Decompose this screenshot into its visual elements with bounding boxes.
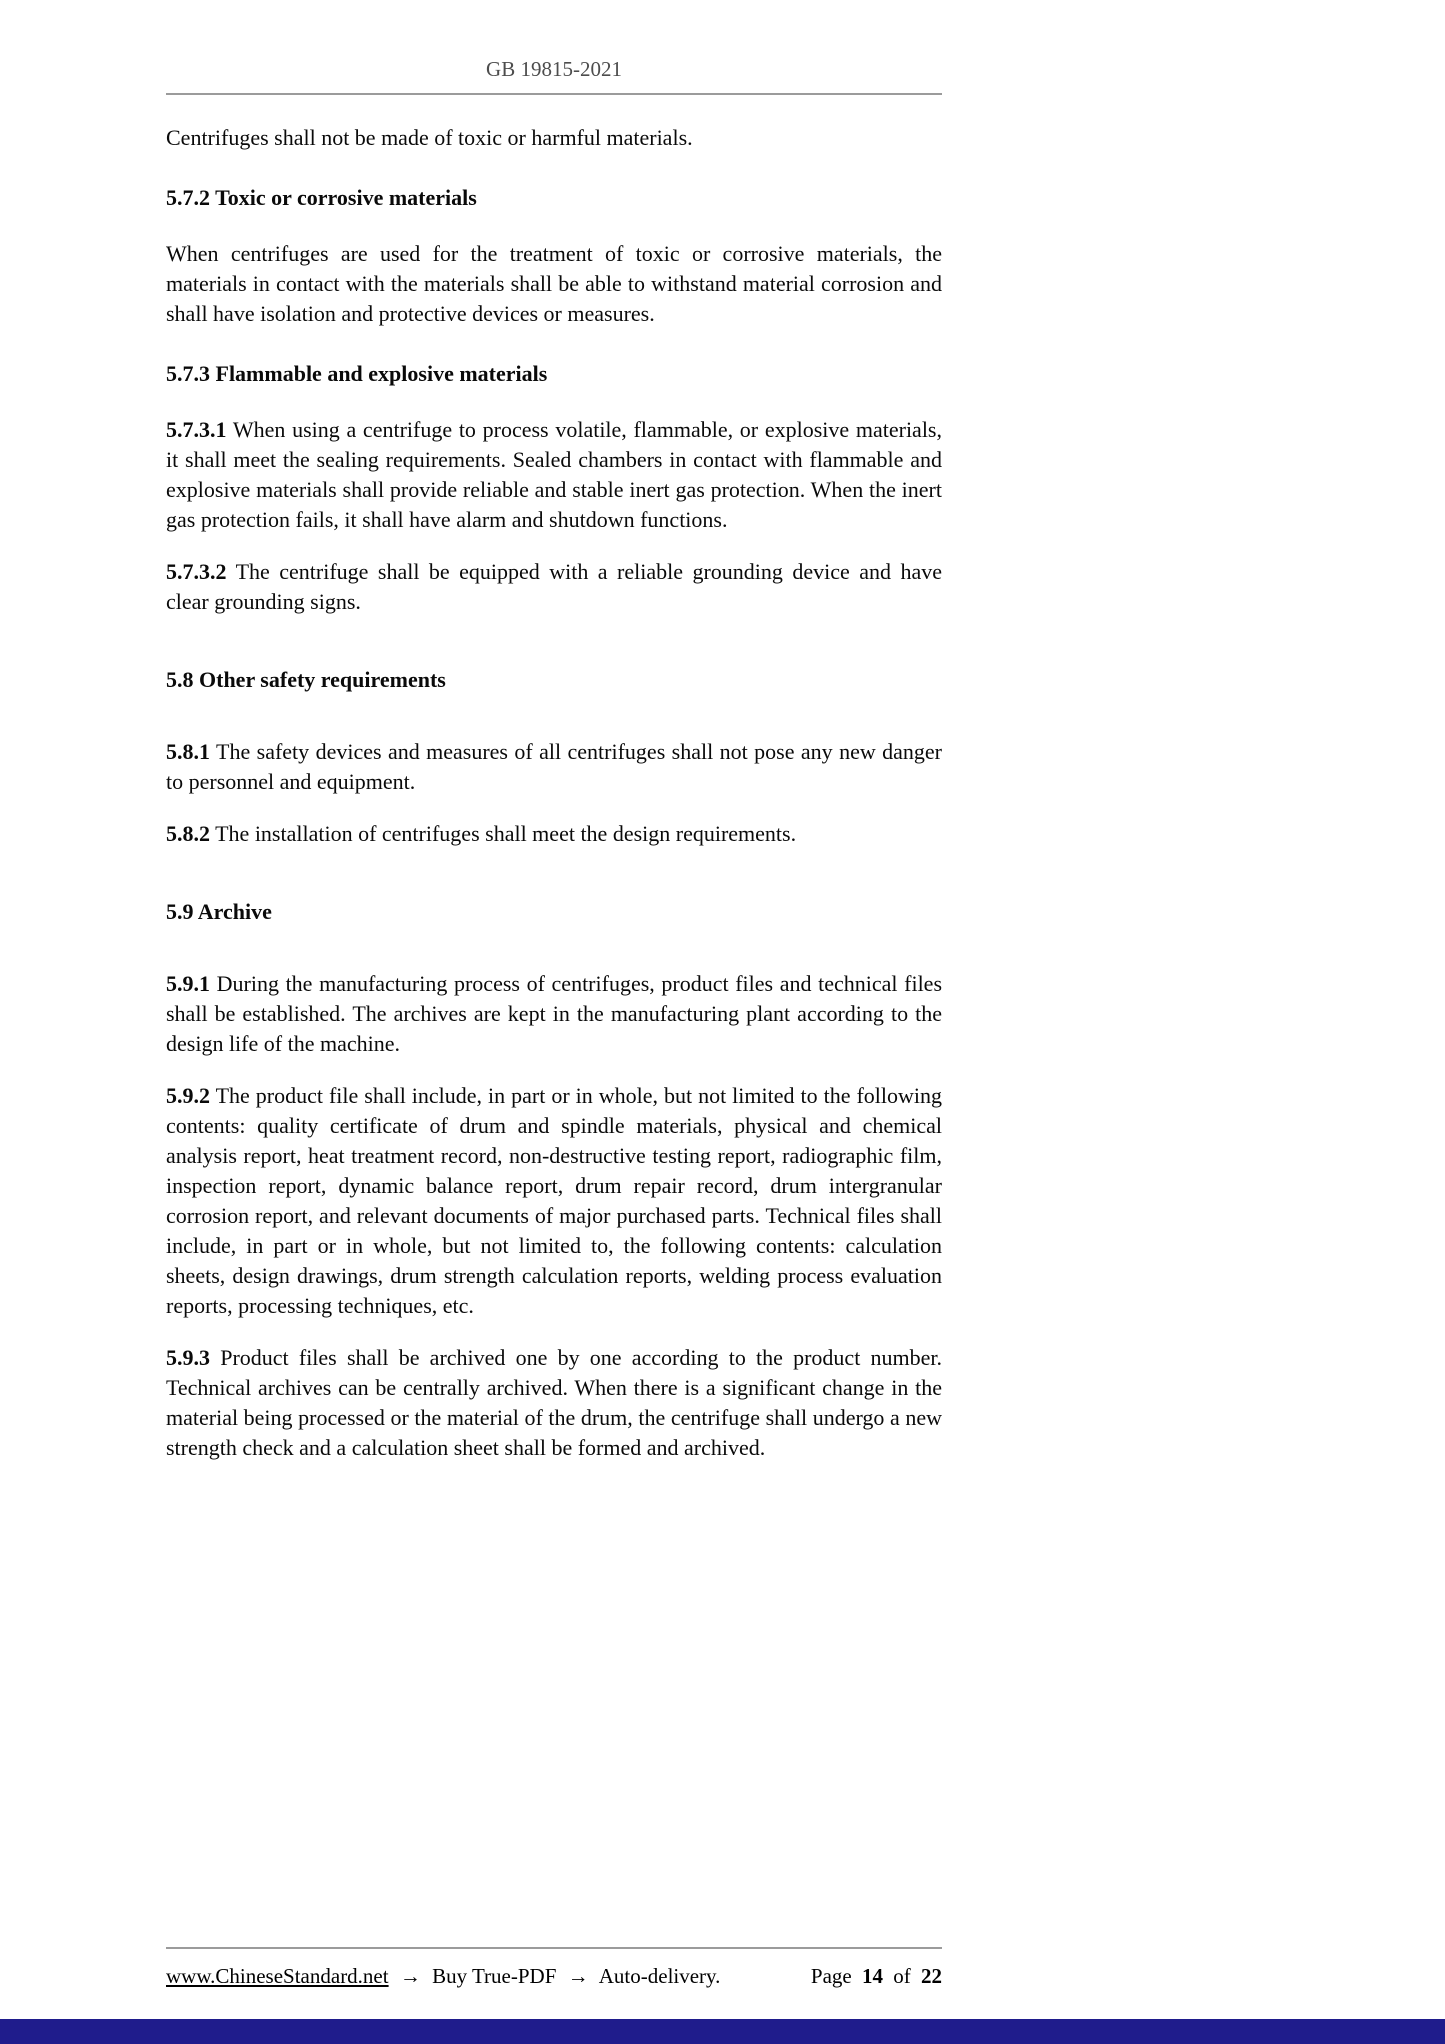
- header-divider: [166, 93, 942, 95]
- paragraph-text: Product files shall be archived one by one according to the product number. Technical archives can be centrally archived. When there is a significant change in the material being processed or the material of the drum, the centrifuge shall undergo a new strength check and a calculation sheet shall be formed and archived.: [166, 1345, 943, 1460]
- paragraph-5-8-1: [166, 737, 942, 797]
- clause-number: 5.9.2: [166, 1083, 210, 1108]
- paragraph-text: During the manufacturing process of centrifuges, product files and technical files shall be established. The archives are kept in the manufacturing plant according to the design life of the machine.: [166, 971, 943, 1056]
- paragraph-5-8-2: [166, 819, 942, 849]
- paragraph-text: Centrifuges shall not be made of toxic or harmful materials.: [166, 125, 693, 150]
- website-link[interactable]: www.ChineseStandard.net: [166, 1964, 389, 1988]
- document-body: [166, 123, 942, 1463]
- footer-divider: [166, 1947, 942, 1949]
- paragraph-5-7-3-2: [166, 557, 942, 617]
- paragraph-text: The product file shall include, in part or in whole, but not limited to the following contents: quality certificate of drum and spindle materials, physical and chemical analysis report, heat treatment record, non-destructive testing report, radiographic film, inspection report, dynamic balance report, drum repair record, drum intergranular corrosion report, and relevant documents of major purchased parts. Technical files shall include, in part or in whole, but not limited to, the following contents: calculation sheets, design drawings, drum strength calculation reports, welding process evaluation reports, processing techniques, etc.: [166, 1083, 942, 1318]
- paragraph-text: The installation of centrifuges shall meet the design requirements.: [215, 821, 797, 846]
- clause-number: 5.9.3: [166, 1345, 210, 1370]
- footer-source-line: [166, 1962, 726, 1990]
- paragraph-5-9-3: [166, 1343, 942, 1463]
- paragraph-5-9-2: [166, 1081, 942, 1321]
- doc-number: GB 19815-2021: [486, 57, 622, 81]
- footer-delivery-label: Auto-delivery.: [598, 1964, 721, 1988]
- paragraph-text: The safety devices and measures of all centrifuges shall not pose any new danger to personnel and equipment.: [166, 739, 942, 794]
- clause-number: 5.7.3.2: [166, 559, 227, 584]
- arrow-icon: →: [567, 1964, 589, 1988]
- heading-5-8: 5.8 Other safety requirements: [166, 667, 446, 692]
- page-total: 22: [921, 1964, 942, 1988]
- bottom-accent-bar: [0, 2019, 1445, 2044]
- paragraph-text: The centrifuge shall be equipped with a reliable grounding device and have clear grounding signs.: [166, 559, 942, 614]
- page-current: 14: [862, 1964, 883, 1988]
- page-number: [806, 1962, 942, 1990]
- arrow-icon: →: [399, 1964, 421, 1988]
- clause-number: 5.7.3.1: [166, 417, 227, 442]
- clause-number: 5.8.2: [166, 821, 210, 846]
- page-word: Page: [810, 1964, 852, 1988]
- clause-number: 5.9.1: [166, 971, 210, 996]
- paragraph-5-7-3-1: [166, 415, 942, 535]
- footer-buy-label: Buy True-PDF: [432, 1964, 557, 1988]
- heading-5-7-2: 5.7.2 Toxic or corrosive materials: [166, 185, 477, 210]
- heading-5-7-3: 5.7.3 Flammable and explosive materials: [166, 361, 548, 386]
- clause-number: 5.8.1: [166, 739, 210, 764]
- paragraph-text: When using a centrifuge to process volatile, flammable, or explosive materials, it shall meet the sealing requirements. Sealed chambers in contact with flammable and explosive materials shall provide reliable and stable inert gas protection. When the inert gas protection fails, it shall have alarm and shutdown functions.: [166, 417, 942, 532]
- paragraph-5-9-1: [166, 969, 942, 1059]
- document-column: [166, 0, 942, 1485]
- paragraph-text: When centrifuges are used for the treatment of toxic or corrosive materials, the materials in contact with the materials shall be able to withstand material corrosion and shall have isolation and protective devices or measures.: [166, 241, 942, 326]
- page-footer: [166, 1962, 942, 1990]
- paragraph-5-7-2: [166, 239, 942, 329]
- of-word: of: [893, 1964, 911, 1988]
- heading-5-9: 5.9 Archive: [166, 899, 272, 924]
- paragraph-intro: [166, 123, 942, 153]
- page-header: [166, 0, 942, 82]
